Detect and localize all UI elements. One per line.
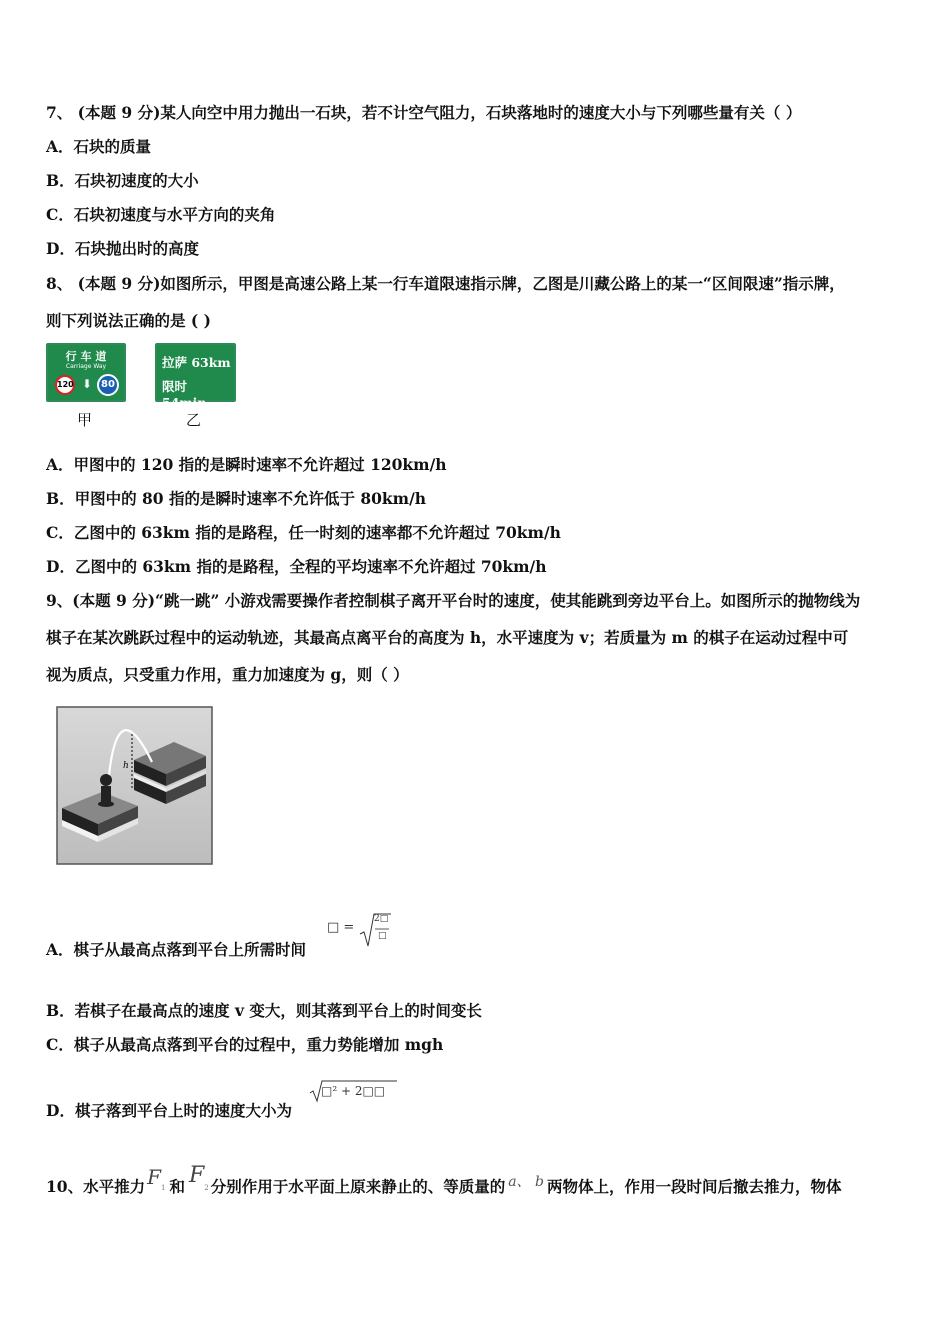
height-label: h xyxy=(123,761,129,771)
q7-option-a: A．石块的质量 xyxy=(46,137,152,156)
sign-jia-title: 行 车 道 xyxy=(65,350,107,363)
sign-yi-line1: 拉萨 63km xyxy=(162,355,231,370)
formula-time xyxy=(327,920,354,935)
q9-option-d: D．棋子落到平台上时的速度大小为 xyxy=(46,1101,292,1120)
q10-part1: 10、水平推力 xyxy=(46,1177,146,1196)
q10-part2: 分别作用于水平面上原来静止的、等质量的 xyxy=(210,1177,506,1196)
force-f2-sub: 2 xyxy=(204,1184,209,1192)
formula-time-lhs: □ = xyxy=(327,920,355,935)
q8-stem-line2: 则下列说法正确的是 ( ) xyxy=(46,311,211,330)
sign-jia-subtitle: Carriage Way xyxy=(65,363,107,370)
arrow-down-icon: ⬇ xyxy=(81,377,93,391)
sign-yi-line2: 限时 54min xyxy=(162,379,207,410)
max-speed-circle: 120 xyxy=(55,375,75,395)
speed-limit-sign-jia xyxy=(46,343,126,402)
q8-option-b: B．甲图中的 80 指的是瞬时速率不允许低于 80km/h xyxy=(46,489,427,508)
q8-option-c: C．乙图中的 63km 指的是路程，任一时刻的速率都不允许超过 70km/h xyxy=(46,523,561,542)
min-speed-circle: 80 xyxy=(97,374,119,396)
q9-stem-line3: 视为质点，只受重力作用，重力加速度为 g，则（ ） xyxy=(46,665,409,684)
q8-stem-line1: 8、 (本题 9 分)如图所示，甲图是高速公路上某一行车道限速指示牌，乙图是川藏公路上的某一“区间限速”指示牌， xyxy=(46,274,845,293)
q10-stem xyxy=(46,1163,842,1200)
sign-jia-caption: 甲 xyxy=(77,411,93,429)
formula-time-num: 2□ xyxy=(374,914,389,924)
formula-velocity: □² + 2□□ xyxy=(321,1084,386,1098)
q7-stem: 7、 (本题 9 分)某人向空中用力抛出一石块，若不计空气阻力，石块落地时的速度大小与下列哪些量有关（ ） xyxy=(46,103,802,122)
force-f2: F xyxy=(188,1163,205,1188)
section-limit-sign-yi xyxy=(155,343,236,410)
q9-option-b: B．若棋子在最高点的速度 v 变大，则其落到平台上的时间变长 xyxy=(46,1001,482,1020)
objects-ab: a、 b xyxy=(508,1174,544,1190)
q10-part3: 两物体上，作用一段时间后撤去推力，物体 xyxy=(546,1177,842,1196)
q9-stem-line2: 棋子在某次跳跃过程中的运动轨迹，其最高点离平台的高度为 h，水平速度为 v；若质量为 m 的棋子在运动过程中可 xyxy=(46,628,849,647)
jump-game-figure xyxy=(56,706,214,866)
q8-option-d: D．乙图中的 63km 指的是路程，全程的平均速率不允许超过 70km/h xyxy=(46,557,547,576)
q10-and: 和 xyxy=(169,1177,185,1196)
q8-option-a: A．甲图中的 120 指的是瞬时速率不允许超过 120km/h xyxy=(46,455,447,474)
force-f1: F xyxy=(147,1165,161,1189)
force-f1-sub: 1 xyxy=(160,1184,166,1192)
q9-option-c: C．棋子从最高点落到平台的过程中，重力势能增加 mgh xyxy=(46,1035,444,1054)
q7-option-d: D．石块抛出时的高度 xyxy=(46,239,199,258)
q9-option-a: A．棋子从最高点落到平台上所需时间 xyxy=(46,940,307,959)
formula-time-den: □ xyxy=(378,931,387,941)
q7-option-c: C．石块初速度与水平方向的夹角 xyxy=(46,205,276,224)
sign-yi-caption: 乙 xyxy=(186,411,202,429)
q9-stem-line1: 9、(本题 9 分)“跳一跳” 小游戏需要操作者控制棋子离开平台时的速度，使其能跳到旁边平台上。如图所示的抛物线为 xyxy=(46,591,861,610)
q7-option-b: B．石块初速度的大小 xyxy=(46,171,199,190)
